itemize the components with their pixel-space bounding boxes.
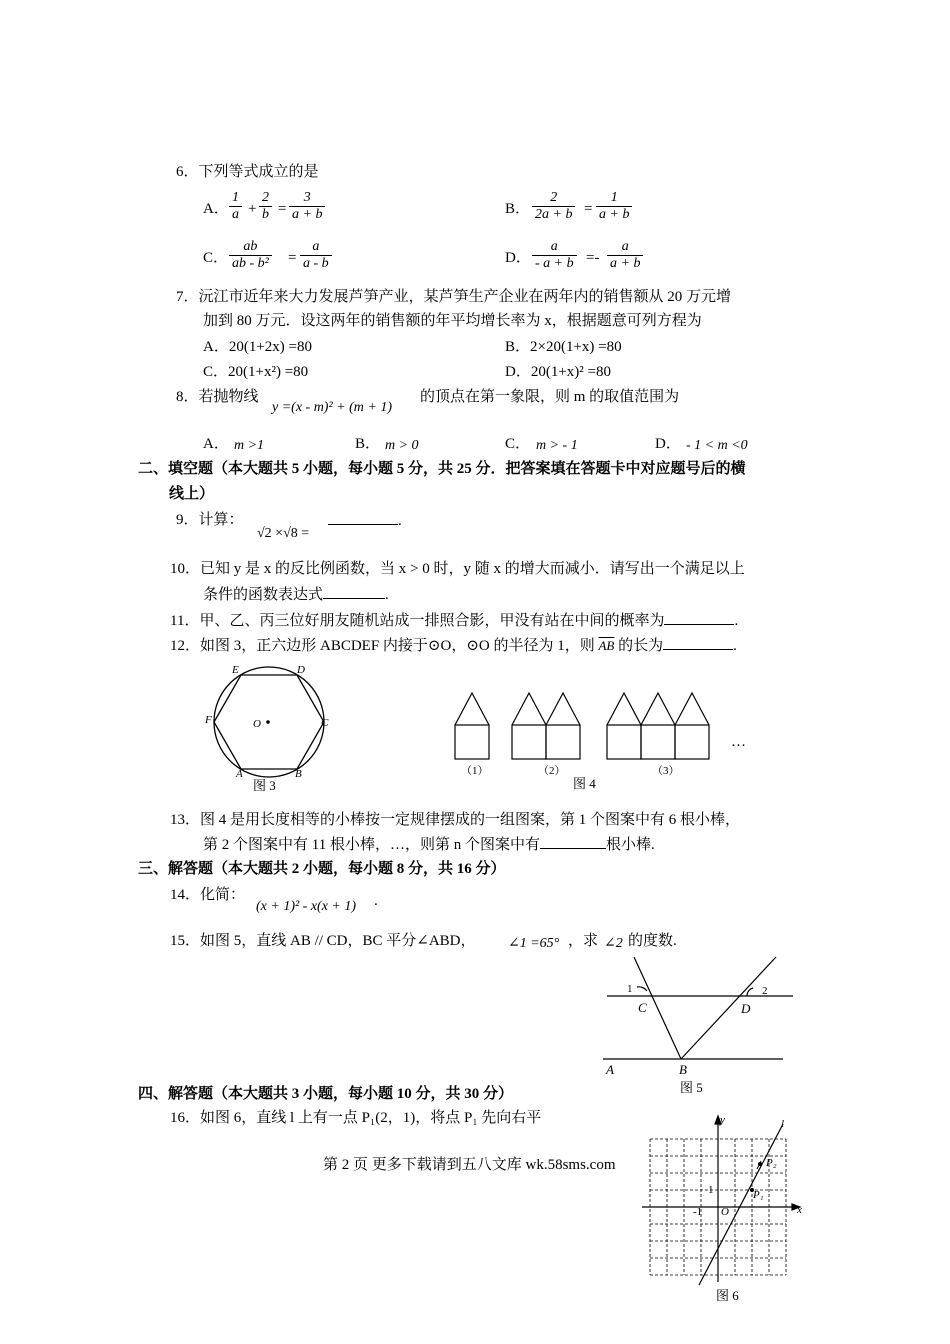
fig6-p1-label: P₁: [753, 1189, 764, 1201]
q8-option-d-label: D．: [655, 436, 681, 452]
q9-formula: √2 ×√8 =: [257, 526, 310, 541]
q13-line1: 13．图 4 是用长度相等的小棒按一定规律摆成的一组图案，第 1 个图案中有 6 根小棒，: [170, 812, 741, 828]
fig3-label-b: B: [295, 768, 302, 780]
q10-blank[interactable]: [323, 584, 385, 599]
q8-option-b-label: B．: [355, 436, 381, 452]
q6-b-frac1: $\frac{2}{2a + b}$: [532, 190, 575, 223]
q9-blank[interactable]: [328, 510, 398, 525]
q13-blank[interactable]: [540, 834, 606, 849]
q6-d-frac1: $\frac{a}{- a + b}$: [532, 239, 577, 272]
q11-blank[interactable]: [664, 610, 734, 625]
q6-b-frac2: $\frac{1}{a + b}$: [596, 190, 632, 223]
q6-c-frac1: $\frac{ab}{\text{ab - b²}}$: [229, 239, 272, 272]
section3-heading: 三、解答题（本大题共 2 小题，每小题 8 分，共 16 分）: [138, 861, 506, 877]
q15-post: 的度数.: [628, 933, 677, 949]
fig6-line-label: l: [781, 1118, 785, 1130]
section2-heading: 二、填空题（本大题共 5 小题，每小题 5 分，共 25 分．把答案填在答题卡中对应题号后的横: [138, 461, 746, 477]
figure-5-parallel-lines: [600, 955, 800, 1070]
q6-c-eq: =: [288, 250, 297, 266]
q6-a-frac2: $\frac{2}{b}$: [259, 190, 272, 223]
q8-formula: y =(x - m)² + (m + 1): [272, 400, 392, 415]
q14-pre: 14．化简：: [170, 887, 246, 903]
q10-line2: 条件的函数表达式 .: [203, 584, 389, 605]
q6-b-eq: =: [584, 201, 593, 217]
q15-pre: 15．如图 5，直线 AB // CD，BC 平分∠ABD，: [170, 933, 476, 949]
q8-stem-post: 的顶点在第一象限，则 m 的取值范围为: [420, 389, 680, 405]
fig3-label-e: E: [232, 664, 239, 676]
q8-option-c-label: C．: [505, 436, 531, 452]
fig3-label-d: D: [297, 664, 305, 676]
fig5-label-a: A: [606, 1062, 614, 1077]
fig3-label-a: A: [236, 768, 243, 780]
q6-option-a-label: A．: [203, 201, 229, 217]
fig5-label-c: C: [638, 1000, 647, 1015]
q7-line1: 7．沅江市近年来大力发展芦笋产业，某芦笋生产企业在两年内的销售额从 20 万元增: [176, 289, 732, 305]
fig5-caption: 图 5: [680, 1080, 703, 1095]
q10-line1: 10．已知 y 是 x 的反比例函数，当 x > 0 时，y 随 x 的增大而减小．请写出一个满足以上: [170, 561, 745, 577]
q13-line2: 第 2 个图案中有 11 根小棒，…，则第 n 个图案中有 根小棒.: [203, 834, 655, 855]
figure-4-patterns: [450, 690, 770, 765]
q8-stem-pre: 8．若抛物线: [176, 389, 259, 405]
q14-formula: (x + 1)² - x(x + 1): [256, 899, 357, 914]
q6-c-frac2: $\frac{a}{a - b}$: [300, 239, 332, 272]
fig6-tick-neg1: -1: [693, 1206, 703, 1218]
fig6-x-label: x: [797, 1204, 802, 1216]
fig3-label-c: C: [321, 717, 329, 729]
fig6-y-label: y: [720, 1114, 725, 1126]
q7-line2: 加到 80 万元．设这两年的销售额的年平均增长率为 x，根据题意可列方程为: [203, 313, 702, 329]
section2-heading-cont: 线上）: [169, 486, 215, 502]
arc-ab: $\overline{AB}$: [598, 638, 615, 653]
q6-d-eq: =-: [586, 250, 600, 266]
q15-angle2: ∠2: [604, 936, 623, 951]
figure-6-grid: [640, 1112, 810, 1287]
q14-post: .: [374, 893, 378, 909]
q6-option-d-label: D．: [505, 250, 531, 266]
q9-answer-line: .: [328, 510, 402, 531]
q6-option-b-label: B．: [505, 201, 531, 217]
q7-option-d: D．20(1+x)² =80: [505, 364, 611, 380]
q6-stem: 6．下列等式成立的是: [176, 164, 319, 180]
fig5-label-d: D: [741, 1001, 751, 1016]
fig4-label-2: （2）: [538, 765, 566, 777]
q16-text: 16．如图 6，直线 l 上有一点 P₁(2，1)，将点 P₁ 先向右平: [170, 1110, 542, 1126]
fig5-angle-2: 2: [762, 985, 768, 997]
q7-option-b: B．2×20(1+x) =80: [505, 339, 622, 355]
fig6-caption: 图 6: [716, 1288, 739, 1303]
fig4-label-3: （3）: [652, 765, 680, 777]
fig6-p2-label: P₂: [766, 1157, 777, 1169]
q11-line: 11．甲、乙、丙三位好朋友随机站成一排照合影，甲没有站在中间的概率为 .: [170, 610, 738, 631]
q7-option-c: C．20(1+x²) =80: [203, 364, 309, 380]
fig4-caption: 图 4: [573, 776, 596, 791]
q6-a-frac3: $\frac{3}{a + b}$: [289, 190, 325, 223]
q8-option-b: m > 0: [385, 438, 419, 453]
fig6-origin-label: O: [721, 1206, 729, 1218]
q6-d-frac2: $\frac{a}{a + b}$: [607, 239, 643, 272]
figure-3-hexagon: [200, 660, 340, 790]
q7-option-a: A．20(1+2x) =80: [203, 339, 312, 355]
q15-angle1: ∠1 =65°: [508, 936, 560, 951]
fig5-angle-1: 1: [627, 983, 633, 995]
fig3-label-o: O: [253, 718, 261, 730]
q8-option-d: - 1 < m <0: [686, 438, 748, 453]
q6-a-plus: +: [248, 201, 257, 217]
section4-heading: 四、解答题（本大题共 3 小题，每小题 10 分，共 30 分）: [138, 1086, 514, 1102]
fig5-label-b: B: [679, 1062, 687, 1077]
fig3-label-f: F: [205, 714, 212, 726]
q15-mid: ，求: [568, 933, 599, 949]
q8-option-c: m > - 1: [536, 438, 578, 453]
fig6-tick-1: 1: [708, 1184, 714, 1196]
fig4-ellipsis: …: [731, 734, 746, 750]
page-footer: 第 2 页 更多下载请到五八文库 wk.58sms.com: [323, 1157, 616, 1173]
fig3-caption: 图 3: [253, 778, 276, 793]
q6-option-c-label: C．: [203, 250, 229, 266]
q6-a-eq: =: [278, 201, 287, 217]
q8-option-a-label: A．: [203, 436, 229, 452]
q12-line: 12．如图 3，正六边形 ABCDEF 内接于⊙O，⊙O 的半径为 1，则 $\overline{AB}$ 的长为 .: [170, 635, 737, 656]
fig4-label-1: （1）: [461, 765, 489, 777]
q12-blank[interactable]: [663, 635, 733, 650]
q8-option-a: m >1: [234, 438, 265, 453]
q6-a-frac1: $\frac{1}{a}$: [229, 190, 242, 223]
q9-pre: 9．计算：: [176, 512, 244, 528]
